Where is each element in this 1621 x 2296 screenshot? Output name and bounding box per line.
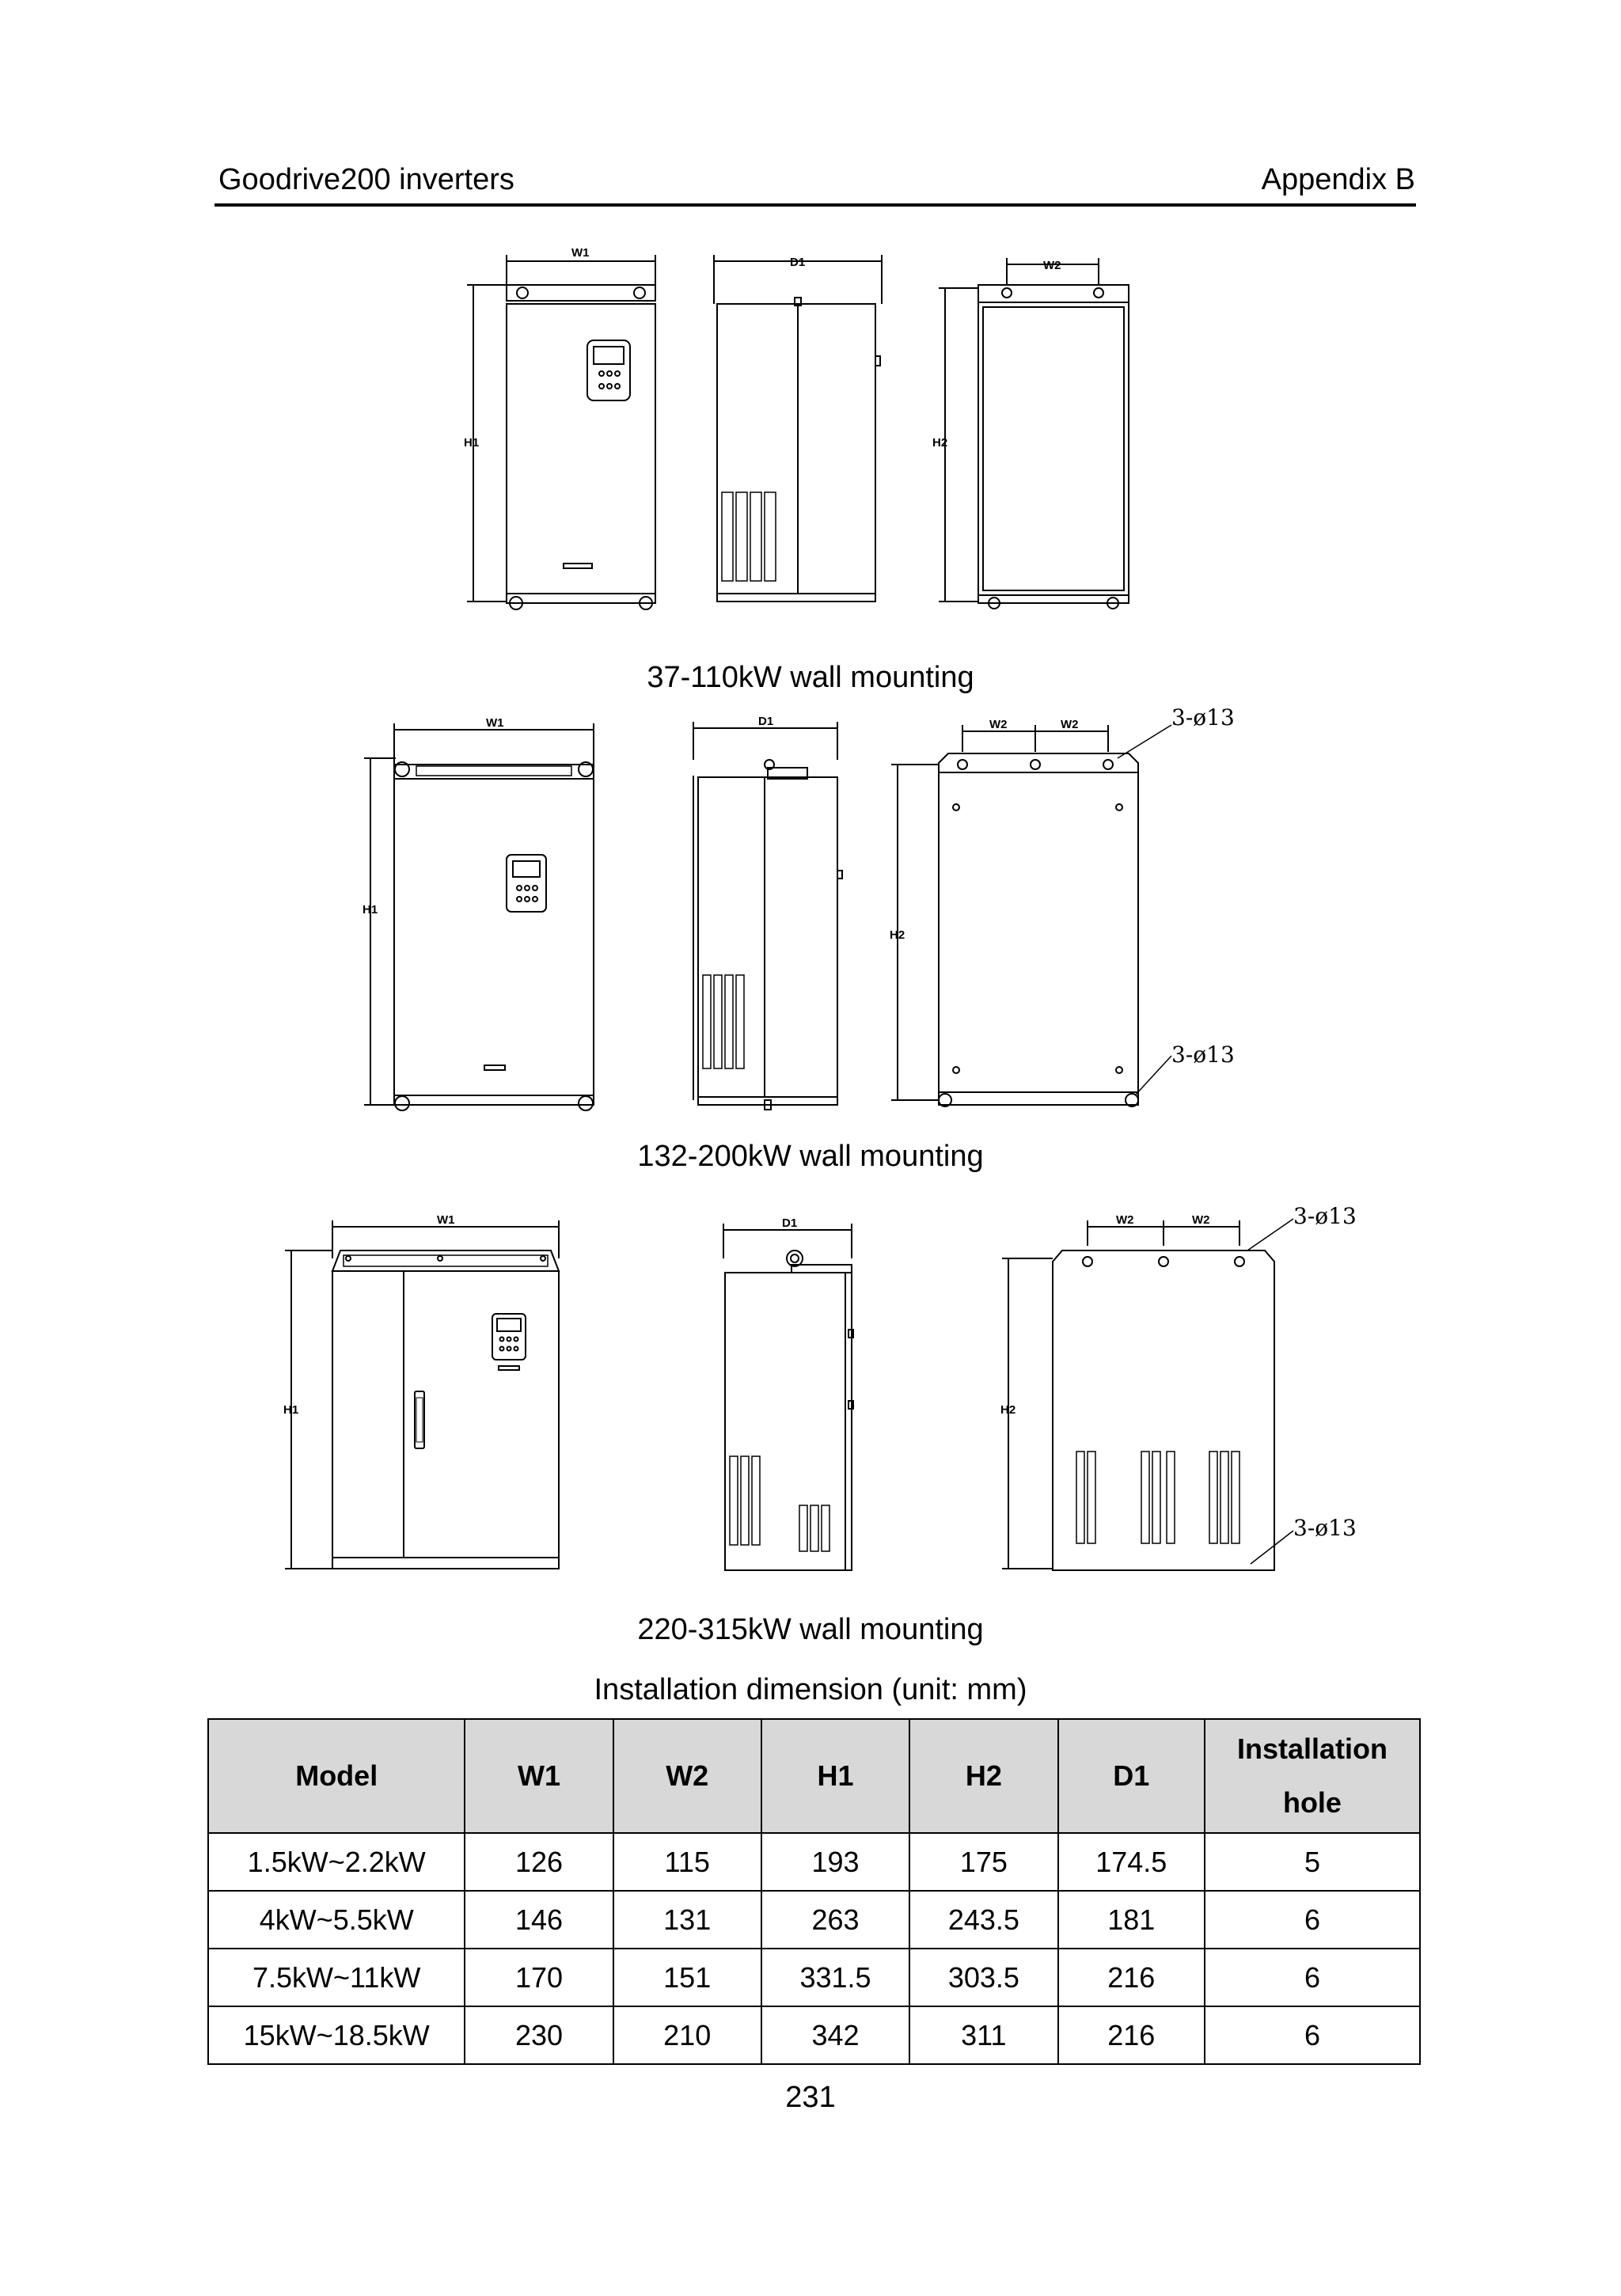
- cell-h1: 193: [761, 1833, 909, 1891]
- dim-w2a-label: W2: [989, 718, 1008, 731]
- col-header-d1: D1: [1058, 1719, 1205, 1833]
- cell-model: 1.5kW~2.2kW: [208, 1833, 465, 1891]
- front-view: [464, 246, 655, 609]
- table-row: [208, 1833, 1420, 1891]
- table-row: [208, 2006, 1420, 2064]
- col-header-installation-hole: Installation hole: [1205, 1719, 1420, 1833]
- cell-w1: 170: [465, 1949, 613, 2006]
- cell-d1: 174.5: [1058, 1833, 1205, 1891]
- dim-d1-label: D1: [782, 1216, 798, 1230]
- cell-installation-hole: 6: [1205, 1891, 1420, 1949]
- dim-h2-label: H2: [1000, 1403, 1016, 1417]
- hole-note-top: 3-ø13: [1171, 704, 1235, 731]
- cell-installation-hole: 5: [1205, 1833, 1420, 1891]
- header-section: Appendix B: [1261, 163, 1415, 196]
- cell-w2: 210: [613, 2006, 761, 2064]
- cell-w1: 230: [465, 2006, 613, 2064]
- side-view: [714, 255, 882, 602]
- cell-installation-hole: 6: [1205, 1949, 1420, 2006]
- table-title: Installation dimension (unit: mm): [594, 1673, 1027, 1706]
- cell-h2: 175: [909, 1833, 1057, 1891]
- hole-note-bottom: 3-ø13: [1293, 1515, 1357, 1541]
- cell-model: 7.5kW~11kW: [208, 1949, 465, 2006]
- figure-2-caption: 132-200kW wall mounting: [637, 1140, 984, 1173]
- hole-note-top: 3-ø13: [1293, 1203, 1357, 1229]
- table-header-row: [208, 1719, 1420, 1833]
- figure-220-315kw: [0, 1195, 1621, 1583]
- dim-w2b-label: W2: [1192, 1213, 1210, 1227]
- col-header-w2: W2: [613, 1719, 761, 1833]
- cell-h1: 331.5: [761, 1949, 909, 2006]
- cell-w2: 151: [613, 1949, 761, 2006]
- col-header-w1: W1: [465, 1719, 613, 1833]
- dim-w1-label: W1: [486, 716, 504, 730]
- cell-d1: 216: [1058, 1949, 1205, 2006]
- cell-model: 4kW~5.5kW: [208, 1891, 465, 1949]
- header-title: Goodrive200 inverters: [218, 163, 514, 196]
- rear-view: [890, 704, 1235, 1106]
- table-row: [208, 1891, 1420, 1949]
- cell-model: 15kW~18.5kW: [208, 2006, 465, 2064]
- front-view: [363, 716, 594, 1110]
- dim-w2-label: W2: [1043, 259, 1061, 272]
- figure-1-caption: 37-110kW wall mounting: [647, 661, 974, 694]
- cell-h2: 311: [909, 2006, 1057, 2064]
- installation-dimension-table: [207, 1718, 1421, 2065]
- dim-h1-label: H1: [363, 903, 378, 917]
- side-view: [693, 715, 842, 1110]
- col-header-h2: H2: [909, 1719, 1057, 1833]
- dim-w1-label: W1: [571, 246, 590, 260]
- dim-w2b-label: W2: [1061, 718, 1079, 731]
- cell-h2: 243.5: [909, 1891, 1057, 1949]
- front-view: [283, 1213, 559, 1569]
- table-row: [208, 1949, 1420, 2006]
- figure-37-110kw: [0, 237, 1621, 633]
- rear-view: [1000, 1203, 1357, 1570]
- header-rule: [214, 203, 1416, 207]
- cell-h2: 303.5: [909, 1949, 1057, 2006]
- cell-w1: 146: [465, 1891, 613, 1949]
- figure-132-200kw: [0, 704, 1621, 1132]
- figure-3-caption: 220-315kW wall mounting: [637, 1613, 984, 1646]
- dim-h2-label: H2: [890, 928, 905, 942]
- cell-d1: 216: [1058, 2006, 1205, 2064]
- cell-d1: 181: [1058, 1891, 1205, 1949]
- dim-d1-label: D1: [758, 715, 774, 728]
- page-number: 231: [785, 2081, 836, 2114]
- dim-d1-label: D1: [790, 256, 806, 269]
- col-header-model: Model: [208, 1719, 465, 1833]
- cell-w2: 131: [613, 1891, 761, 1949]
- hole-note-bottom: 3-ø13: [1171, 1042, 1235, 1068]
- cell-installation-hole: 6: [1205, 2006, 1420, 2064]
- dim-h1-label: H1: [283, 1403, 299, 1417]
- cell-w2: 115: [613, 1833, 761, 1891]
- side-view: [723, 1216, 853, 1570]
- cell-h1: 263: [761, 1891, 909, 1949]
- cell-w1: 126: [465, 1833, 613, 1891]
- col-header-h1: H1: [761, 1719, 909, 1833]
- dim-h1-label: H1: [464, 436, 480, 450]
- dim-w1-label: W1: [437, 1213, 455, 1227]
- cell-h1: 342: [761, 2006, 909, 2064]
- dim-h2-label: H2: [932, 436, 948, 450]
- rear-view: [932, 258, 1129, 609]
- dim-w2a-label: W2: [1116, 1213, 1134, 1227]
